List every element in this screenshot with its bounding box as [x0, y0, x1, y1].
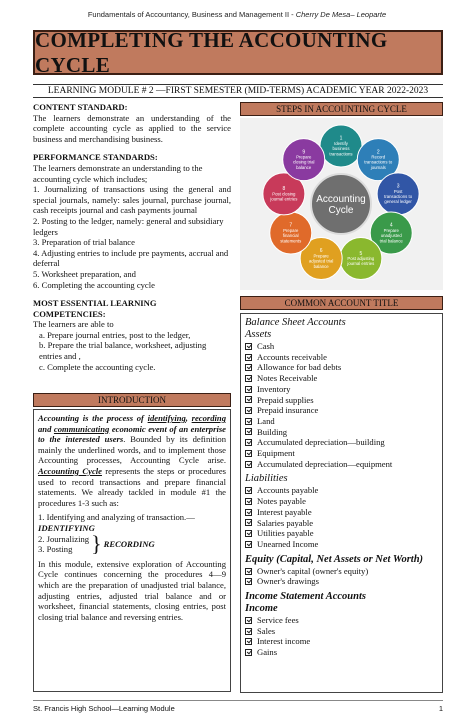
- checkbox-icon: [245, 343, 252, 350]
- account-name: Gains: [257, 647, 278, 658]
- account-name: Interest payable: [257, 506, 312, 517]
- checkbox-icon: [245, 386, 252, 393]
- account-name: Building: [257, 426, 288, 437]
- account-item: [245, 636, 438, 647]
- account-item: [245, 427, 438, 438]
- intro-text: represents the steps or procedures used to record transactions and prepare financial statements. We already tackled in module #1 the procedures 1-3 such as:: [38, 465, 227, 508]
- checkbox-icon: [245, 407, 252, 414]
- account-name: Utilities payable: [257, 528, 314, 539]
- step-text: journal entries: [347, 261, 375, 267]
- step-text: balance: [313, 263, 329, 269]
- step-text: Post adjusting: [347, 256, 375, 262]
- account-item: [245, 448, 438, 459]
- step-text: general ledger: [384, 199, 412, 205]
- checkbox-icon: [245, 428, 252, 435]
- balance-sheet-heading: Balance Sheet Accounts: [245, 317, 346, 328]
- step-text: 3: [396, 183, 400, 190]
- step-text: Prepare: [313, 253, 329, 259]
- income-statement-heading: Income Statement Accounts: [245, 591, 366, 603]
- account-name: Prepaid supplies: [257, 394, 314, 405]
- step-text: Prepare: [283, 227, 299, 233]
- step-text: adjusted trial: [308, 258, 334, 264]
- checkbox-icon: [245, 439, 252, 446]
- account-name: Owner's drawings: [257, 576, 319, 587]
- checkbox-icon: [245, 450, 252, 457]
- performance-intro: The learners demonstrate an understanding to the accounting cycle which includes;: [33, 162, 203, 184]
- account-item: [245, 518, 438, 529]
- checkbox-icon: [245, 530, 252, 537]
- account-item: [245, 459, 438, 470]
- step-text: 8: [282, 186, 286, 193]
- introduction-heading: INTRODUCTION: [33, 393, 231, 407]
- performance-item: 5. Worksheet preparation, and: [33, 268, 136, 279]
- common-account-heading: COMMON ACCOUNT TITLE: [240, 296, 443, 310]
- step-text: unadjusted: [380, 233, 402, 239]
- procedure-step: 2. Journalizing: [38, 533, 90, 544]
- step-text: 7: [289, 222, 293, 229]
- competency-item: b. Prepare the trial balance, worksheet, adjusting entries and ,: [39, 340, 207, 362]
- cycle-step-5: [340, 238, 382, 280]
- step-text: 2: [376, 149, 380, 156]
- performance-item: 1. Journalizing of transactions using the general and special journals, namely: sales journal, purchase journal, cash receipts journal and cash payments journal: [33, 184, 231, 216]
- competency-item: c. Complete the accounting cycle.: [39, 361, 156, 372]
- account-item: [245, 496, 438, 507]
- step-text: statements: [280, 238, 302, 244]
- intro-paragraph-2: In this module, extensive exploration of Accounting Cycle continues concerning the procedures 4—9 which are the preparation of unadjusted trial balance, adjusting entries, adjusted trial balance and or worksheet, financial statements, closing entries, post closing trial balance and reversing entries.: [38, 558, 226, 622]
- step-text: 9: [302, 149, 306, 156]
- account-name: Unearned Income: [257, 538, 319, 549]
- checkbox-icon: [245, 418, 252, 425]
- account-name: Accounts payable: [257, 485, 319, 496]
- step-text: 4: [389, 222, 393, 229]
- account-name: Notes Receivable: [257, 373, 318, 384]
- checkbox-icon: [245, 375, 252, 382]
- content-standard-text: The learners demonstrate an understanding of the complete accounting cycle as applied to the service business and merchandising business.: [33, 112, 231, 144]
- checkbox-icon: [245, 461, 252, 468]
- account-name: Equipment: [257, 448, 295, 459]
- equity-list: [245, 566, 438, 587]
- income-list: [245, 615, 438, 658]
- account-item: [245, 437, 438, 448]
- brace-icon: }: [91, 531, 102, 557]
- income-heading: Income: [245, 603, 278, 615]
- intro-text: communicating: [53, 423, 110, 434]
- steps-heading: STEPS IN ACCOUNTING CYCLE: [240, 102, 443, 116]
- account-item: [245, 395, 438, 406]
- intro-text: ,: [185, 413, 192, 423]
- checkbox-icon: [245, 509, 252, 516]
- step-text: Prepare: [296, 154, 312, 160]
- account-name: Service fees: [257, 615, 299, 626]
- account-item: [245, 626, 438, 637]
- page-title: COMPLETING THE ACCOUNTING CYCLE: [35, 27, 388, 77]
- step-text: Prepare: [383, 227, 399, 233]
- step-text: financial: [282, 233, 299, 239]
- checkbox-icon: [245, 364, 252, 371]
- page-footer: [33, 700, 443, 713]
- account-item: [245, 507, 438, 518]
- checkbox-icon: [245, 568, 252, 575]
- account-name: Salaries payable: [257, 517, 314, 528]
- account-name: Prepaid insurance: [257, 405, 319, 416]
- performance-item: 3. Preparation of trial balance: [33, 237, 135, 248]
- cycle-step-3: [377, 173, 419, 215]
- step-text: business: [332, 146, 350, 152]
- author-name: Cherry De Mesa– Leoparte: [295, 10, 387, 19]
- account-name: Accumulated depreciation—equipment: [257, 458, 393, 469]
- page-header: [0, 10, 474, 19]
- intro-text: Accounting is the process of: [38, 413, 148, 423]
- step-text: Identify: [334, 140, 348, 146]
- intro-paragraph: [38, 413, 226, 508]
- account-item: [245, 341, 438, 352]
- account-item: [245, 576, 438, 587]
- cycle-center-text: Cycle: [328, 205, 354, 216]
- step-text: transactions to: [384, 194, 413, 200]
- equity-heading: Equity (Capital, Net Assets or Net Worth): [245, 553, 424, 565]
- accounts-panel: [240, 313, 443, 693]
- title-banner: [33, 27, 443, 77]
- intro-text: Accounting Cycle: [38, 465, 102, 476]
- standards-column: [33, 102, 231, 372]
- account-name: Accumulated depreciation—building: [257, 437, 385, 448]
- intro-text: and: [38, 423, 54, 434]
- account-item: [245, 539, 438, 550]
- content-standard-heading: CONTENT STANDARD:: [33, 102, 128, 112]
- account-name: Interest income: [257, 636, 311, 647]
- liabilities-heading: Liabilities: [245, 473, 288, 485]
- performance-item: 2. Posting to the ledger, namely: general and subsidiary ledgers: [33, 215, 224, 237]
- checkbox-icon: [245, 487, 252, 494]
- account-name: Sales: [257, 625, 276, 636]
- step-text: Record: [371, 154, 386, 160]
- account-name: Cash: [257, 341, 275, 351]
- intro-text: identifying: [147, 413, 186, 423]
- competencies-intro: The learners are able to: [33, 319, 114, 330]
- module-line: LEARNING MODULE # 2 —FIRST SEMESTER (MID-TERMS) ACADEMIC YEAR 2022-2023: [33, 84, 443, 98]
- step-text: 5: [359, 250, 363, 257]
- account-name: Notes payable: [257, 496, 306, 507]
- performance-item: 4. Adjusting entries to include pre payments, accrual and deferral: [33, 247, 229, 269]
- step-text: Post: [393, 188, 403, 194]
- checkbox-icon: [245, 628, 252, 635]
- performance-item: 6. Completing the accounting cycle: [33, 279, 155, 290]
- assets-heading: Assets: [245, 329, 272, 340]
- account-item: [245, 352, 438, 363]
- account-name: Owner's capital (owner's equity): [257, 565, 369, 576]
- introduction-panel: [33, 409, 231, 692]
- account-name: Allowance for bad debts: [257, 362, 342, 373]
- checkbox-icon: [245, 354, 252, 361]
- account-item: [245, 362, 438, 373]
- recording-label: RECORDING: [103, 538, 155, 549]
- account-item: [245, 384, 438, 395]
- cycle-step-7: [270, 212, 312, 254]
- step-text: Post closing: [272, 191, 296, 197]
- accounting-cycle-diagram: [240, 118, 443, 290]
- liabilities-list: [245, 485, 438, 549]
- step-text: balance: [296, 164, 312, 170]
- checkbox-icon: [245, 578, 252, 585]
- account-name: Land: [257, 415, 275, 426]
- course-name: Fundamentals of Accountancy, Business and Management II -: [87, 10, 296, 19]
- account-item: [245, 528, 438, 539]
- cycle-step-9: [283, 139, 325, 181]
- recording-group: [38, 531, 226, 557]
- cycle-center-text: Accounting: [316, 194, 366, 205]
- account-item: [245, 485, 438, 496]
- step-text: journals: [370, 164, 386, 170]
- step-text: 6: [319, 248, 323, 255]
- procedure-label: IDENTIFYING: [38, 522, 95, 533]
- intro-text: recording: [191, 413, 226, 423]
- cycle-svg: [240, 118, 443, 290]
- procedure-step: 3. Posting: [38, 544, 73, 555]
- page-number: 1: [438, 704, 443, 713]
- step-text: journal entries: [270, 196, 298, 202]
- intro-text: economic event of an enterprise to the interested users: [38, 423, 226, 445]
- school-name: St. Francis High School—Learning Module: [33, 704, 175, 713]
- step-text: 1: [339, 135, 343, 142]
- cycle-step-1: [320, 125, 362, 167]
- account-name: Inventory: [257, 383, 291, 394]
- step-text: trial balance: [379, 238, 403, 244]
- checkbox-icon: [245, 649, 252, 656]
- performance-heading: PERFORMANCE STANDARDS:: [33, 152, 158, 163]
- intro-text: . Bounded by its definition mainly the underlined words, and to implement those Accounting processes, Accounting Cycle arise.: [38, 434, 226, 466]
- account-item: [245, 416, 438, 427]
- account-item: [245, 615, 438, 626]
- checkbox-icon: [245, 498, 252, 505]
- account-name: Accounts receivable: [257, 351, 327, 362]
- step-text: transactions to: [364, 159, 393, 165]
- procedure-step: 1. Identifying and analyzing of transaction.—: [38, 512, 195, 523]
- checkbox-icon: [245, 519, 252, 526]
- account-item: [245, 373, 438, 384]
- checkbox-icon: [245, 617, 252, 624]
- step-text: closing trial: [292, 159, 315, 165]
- competency-item: a. Prepare journal entries, post to the ledger,: [39, 329, 191, 340]
- account-item: [245, 405, 438, 416]
- step-text: transactions: [329, 151, 353, 157]
- account-item: [245, 566, 438, 577]
- competencies-heading: MOST ESSENTIAL LEARNING COMPETENCIES:: [33, 298, 157, 319]
- checkbox-icon: [245, 541, 252, 548]
- checkbox-icon: [245, 638, 252, 645]
- account-item: [245, 647, 438, 658]
- checkbox-icon: [245, 396, 252, 403]
- assets-list: [245, 341, 438, 469]
